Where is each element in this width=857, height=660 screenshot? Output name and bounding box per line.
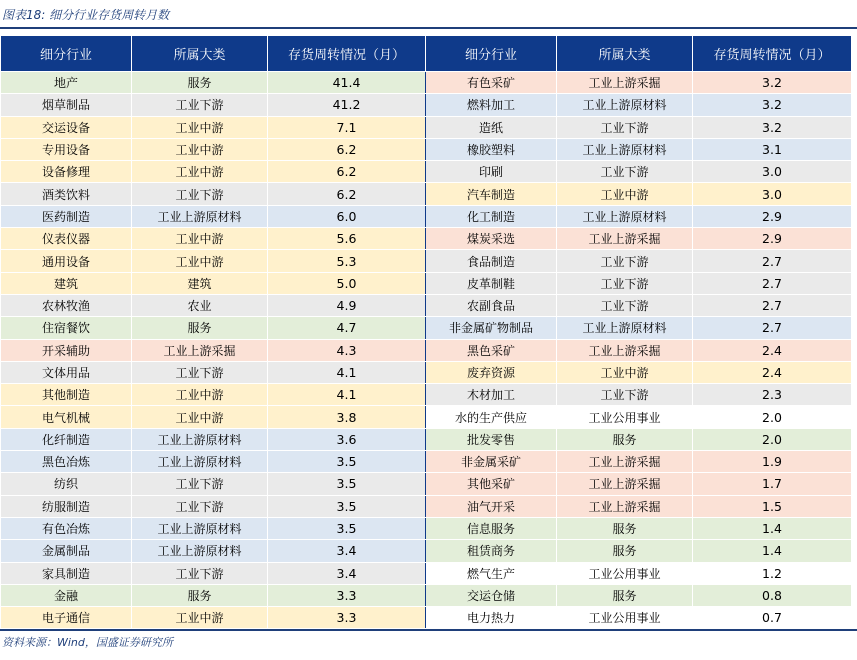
left-industry-cell: 纺织: [1, 473, 132, 495]
right-industry-cell: 木材加工: [426, 384, 557, 406]
right-category-cell: 服务: [557, 517, 693, 539]
right-category-cell: 工业上游采掘: [557, 339, 693, 361]
table-row: [1, 428, 852, 450]
right-turnover-value-cell: 3.2: [693, 94, 852, 116]
right-category-cell: 工业上游原材料: [557, 205, 693, 227]
table-row: [1, 361, 852, 383]
left-turnover-value-cell: 5.6: [268, 228, 426, 250]
right-category-cell: 工业上游采掘: [557, 495, 693, 517]
table-row: [1, 138, 852, 160]
right-category-cell: 服务: [557, 584, 693, 606]
right-category-cell: 工业上游采掘: [557, 72, 693, 94]
left-category-cell: 工业上游采掘: [132, 339, 268, 361]
right-industry-cell: 农副食品: [426, 294, 557, 316]
right-turnover-value-cell: 2.0: [693, 406, 852, 428]
source-note: 资料来源：Wind，国盛证券研究所: [2, 636, 173, 649]
title-rule: [0, 27, 857, 29]
left-turnover-value-cell: 3.4: [268, 562, 426, 584]
header-row: [1, 36, 852, 72]
right-category-cell: 工业上游原材料: [557, 317, 693, 339]
right-industry-cell: 燃料加工: [426, 94, 557, 116]
right-industry-cell: 废弃资源: [426, 361, 557, 383]
table-row: [1, 72, 852, 94]
left-turnover-value-cell: 6.0: [268, 205, 426, 227]
left-turnover-value-cell: 41.2: [268, 94, 426, 116]
table-row: [1, 562, 852, 584]
header-industry-right: 细分行业: [426, 36, 557, 72]
right-turnover-value-cell: 0.7: [693, 607, 852, 629]
right-category-cell: 工业下游: [557, 116, 693, 138]
table-row: [1, 272, 852, 294]
left-turnover-value-cell: 7.1: [268, 116, 426, 138]
right-category-cell: 工业上游原材料: [557, 94, 693, 116]
inventory-turnover-table: [0, 35, 852, 629]
left-turnover-value-cell: 3.5: [268, 473, 426, 495]
right-category-cell: 工业下游: [557, 384, 693, 406]
right-category-cell: 服务: [557, 428, 693, 450]
header-category-right: 所属大类: [557, 36, 693, 72]
table-row: [1, 294, 852, 316]
right-category-cell: 工业中游: [557, 183, 693, 205]
left-turnover-value-cell: 6.2: [268, 183, 426, 205]
table-row: [1, 495, 852, 517]
right-category-cell: 工业公用事业: [557, 406, 693, 428]
figure-title: 图表18: 细分行业存货周转月数: [2, 8, 170, 22]
bottom-rule: [0, 629, 857, 631]
right-industry-cell: 有色采矿: [426, 72, 557, 94]
right-industry-cell: 煤炭采选: [426, 228, 557, 250]
left-category-cell: 工业下游: [132, 562, 268, 584]
left-turnover-value-cell: 3.4: [268, 540, 426, 562]
right-turnover-value-cell: 1.4: [693, 517, 852, 539]
right-industry-cell: 化工制造: [426, 205, 557, 227]
table-row: [1, 584, 852, 606]
table-row: [1, 540, 852, 562]
right-industry-cell: 食品制造: [426, 250, 557, 272]
right-turnover-value-cell: 1.4: [693, 540, 852, 562]
right-industry-cell: 非金属采矿: [426, 451, 557, 473]
left-turnover-value-cell: 4.7: [268, 317, 426, 339]
table-row: [1, 473, 852, 495]
left-category-cell: 服务: [132, 72, 268, 94]
left-industry-cell: 金融: [1, 584, 132, 606]
table-row: [1, 161, 852, 183]
left-industry-cell: 住宿餐饮: [1, 317, 132, 339]
left-turnover-value-cell: 4.1: [268, 384, 426, 406]
left-industry-cell: 有色冶炼: [1, 517, 132, 539]
right-turnover-value-cell: 2.3: [693, 384, 852, 406]
right-turnover-value-cell: 2.9: [693, 205, 852, 227]
right-industry-cell: 橡胶塑料: [426, 138, 557, 160]
table-body: [1, 72, 852, 629]
right-category-cell: 工业上游采掘: [557, 473, 693, 495]
right-industry-cell: 皮革制鞋: [426, 272, 557, 294]
left-turnover-value-cell: 5.3: [268, 250, 426, 272]
right-turnover-value-cell: 3.2: [693, 72, 852, 94]
left-industry-cell: 黑色冶炼: [1, 451, 132, 473]
table-row: [1, 183, 852, 205]
left-category-cell: 工业中游: [132, 607, 268, 629]
left-turnover-value-cell: 3.5: [268, 517, 426, 539]
left-category-cell: 工业下游: [132, 473, 268, 495]
table-row: [1, 205, 852, 227]
left-category-cell: 工业中游: [132, 250, 268, 272]
left-industry-cell: 建筑: [1, 272, 132, 294]
right-turnover-value-cell: 2.0: [693, 428, 852, 450]
right-industry-cell: 燃气生产: [426, 562, 557, 584]
header-industry-left: 细分行业: [1, 36, 132, 72]
left-category-cell: 工业中游: [132, 228, 268, 250]
left-category-cell: 工业下游: [132, 183, 268, 205]
left-industry-cell: 电气机械: [1, 406, 132, 428]
left-industry-cell: 纺服制造: [1, 495, 132, 517]
right-industry-cell: 造纸: [426, 116, 557, 138]
right-industry-cell: 电力热力: [426, 607, 557, 629]
left-turnover-value-cell: 41.4: [268, 72, 426, 94]
right-industry-cell: 汽车制造: [426, 183, 557, 205]
right-turnover-value-cell: 3.0: [693, 161, 852, 183]
right-industry-cell: 租赁商务: [426, 540, 557, 562]
left-turnover-value-cell: 3.5: [268, 451, 426, 473]
right-industry-cell: 批发零售: [426, 428, 557, 450]
left-industry-cell: 烟草制品: [1, 94, 132, 116]
right-industry-cell: 交运仓储: [426, 584, 557, 606]
right-industry-cell: 黑色采矿: [426, 339, 557, 361]
table-row: [1, 228, 852, 250]
left-turnover-value-cell: 4.1: [268, 361, 426, 383]
left-category-cell: 工业下游: [132, 495, 268, 517]
left-industry-cell: 开采辅助: [1, 339, 132, 361]
left-industry-cell: 电子通信: [1, 607, 132, 629]
right-industry-cell: 油气开采: [426, 495, 557, 517]
right-turnover-value-cell: 2.4: [693, 339, 852, 361]
right-turnover-value-cell: 1.5: [693, 495, 852, 517]
right-category-cell: 工业上游采掘: [557, 451, 693, 473]
table-row: [1, 451, 852, 473]
right-category-cell: 工业公用事业: [557, 607, 693, 629]
left-industry-cell: 农林牧渔: [1, 294, 132, 316]
right-category-cell: 工业下游: [557, 161, 693, 183]
right-industry-cell: 印刷: [426, 161, 557, 183]
right-turnover-value-cell: 2.9: [693, 228, 852, 250]
left-turnover-value-cell: 4.3: [268, 339, 426, 361]
right-turnover-value-cell: 1.9: [693, 451, 852, 473]
left-category-cell: 工业上游原材料: [132, 540, 268, 562]
table-row: [1, 517, 852, 539]
right-turnover-value-cell: 2.7: [693, 250, 852, 272]
right-turnover-value-cell: 2.7: [693, 272, 852, 294]
left-category-cell: 工业下游: [132, 94, 268, 116]
left-category-cell: 工业中游: [132, 406, 268, 428]
left-industry-cell: 医药制造: [1, 205, 132, 227]
left-category-cell: 工业中游: [132, 161, 268, 183]
right-turnover-value-cell: 2.7: [693, 294, 852, 316]
right-category-cell: 工业下游: [557, 294, 693, 316]
left-turnover-value-cell: 3.3: [268, 607, 426, 629]
left-industry-cell: 仪表仪器: [1, 228, 132, 250]
left-turnover-value-cell: 4.9: [268, 294, 426, 316]
table-row: [1, 94, 852, 116]
left-category-cell: 农业: [132, 294, 268, 316]
table-row: [1, 406, 852, 428]
left-turnover-value-cell: 3.5: [268, 495, 426, 517]
right-industry-cell: 其他采矿: [426, 473, 557, 495]
left-category-cell: 工业上游原材料: [132, 428, 268, 450]
left-industry-cell: 设备修理: [1, 161, 132, 183]
left-industry-cell: 专用设备: [1, 138, 132, 160]
right-industry-cell: 水的生产供应: [426, 406, 557, 428]
left-category-cell: 服务: [132, 317, 268, 339]
right-industry-cell: 非金属矿物制品: [426, 317, 557, 339]
left-turnover-value-cell: 5.0: [268, 272, 426, 294]
left-category-cell: 工业中游: [132, 116, 268, 138]
right-category-cell: 工业中游: [557, 361, 693, 383]
right-category-cell: 工业下游: [557, 272, 693, 294]
left-industry-cell: 交运设备: [1, 116, 132, 138]
left-industry-cell: 家具制造: [1, 562, 132, 584]
left-category-cell: 工业中游: [132, 384, 268, 406]
right-turnover-value-cell: 3.1: [693, 138, 852, 160]
right-industry-cell: 信息服务: [426, 517, 557, 539]
left-category-cell: 工业中游: [132, 138, 268, 160]
table-row: [1, 339, 852, 361]
left-industry-cell: 文体用品: [1, 361, 132, 383]
right-category-cell: 工业上游原材料: [557, 138, 693, 160]
left-category-cell: 服务: [132, 584, 268, 606]
table-row: [1, 116, 852, 138]
left-industry-cell: 地产: [1, 72, 132, 94]
table-row: [1, 250, 852, 272]
right-turnover-value-cell: 0.8: [693, 584, 852, 606]
left-industry-cell: 通用设备: [1, 250, 132, 272]
left-industry-cell: 化纤制造: [1, 428, 132, 450]
left-turnover-value-cell: 6.2: [268, 138, 426, 160]
right-category-cell: 服务: [557, 540, 693, 562]
left-category-cell: 工业上游原材料: [132, 205, 268, 227]
right-turnover-value-cell: 2.4: [693, 361, 852, 383]
right-turnover-value-cell: 2.7: [693, 317, 852, 339]
left-category-cell: 工业下游: [132, 361, 268, 383]
left-industry-cell: 金属制品: [1, 540, 132, 562]
header-value-left: 存货周转情况（月）: [268, 36, 426, 72]
left-turnover-value-cell: 6.2: [268, 161, 426, 183]
left-category-cell: 工业上游原材料: [132, 451, 268, 473]
right-category-cell: 工业上游采掘: [557, 228, 693, 250]
left-industry-cell: 酒类饮料: [1, 183, 132, 205]
left-category-cell: 工业上游原材料: [132, 517, 268, 539]
right-turnover-value-cell: 1.2: [693, 562, 852, 584]
left-turnover-value-cell: 3.8: [268, 406, 426, 428]
right-turnover-value-cell: 3.2: [693, 116, 852, 138]
table-row: [1, 607, 852, 629]
right-turnover-value-cell: 3.0: [693, 183, 852, 205]
right-turnover-value-cell: 1.7: [693, 473, 852, 495]
header-value-right: 存货周转情况（月）: [693, 36, 852, 72]
left-industry-cell: 其他制造: [1, 384, 132, 406]
header-category-left: 所属大类: [132, 36, 268, 72]
right-category-cell: 工业下游: [557, 250, 693, 272]
left-turnover-value-cell: 3.3: [268, 584, 426, 606]
left-category-cell: 建筑: [132, 272, 268, 294]
left-turnover-value-cell: 3.6: [268, 428, 426, 450]
table-row: [1, 384, 852, 406]
table-row: [1, 317, 852, 339]
right-category-cell: 工业公用事业: [557, 562, 693, 584]
